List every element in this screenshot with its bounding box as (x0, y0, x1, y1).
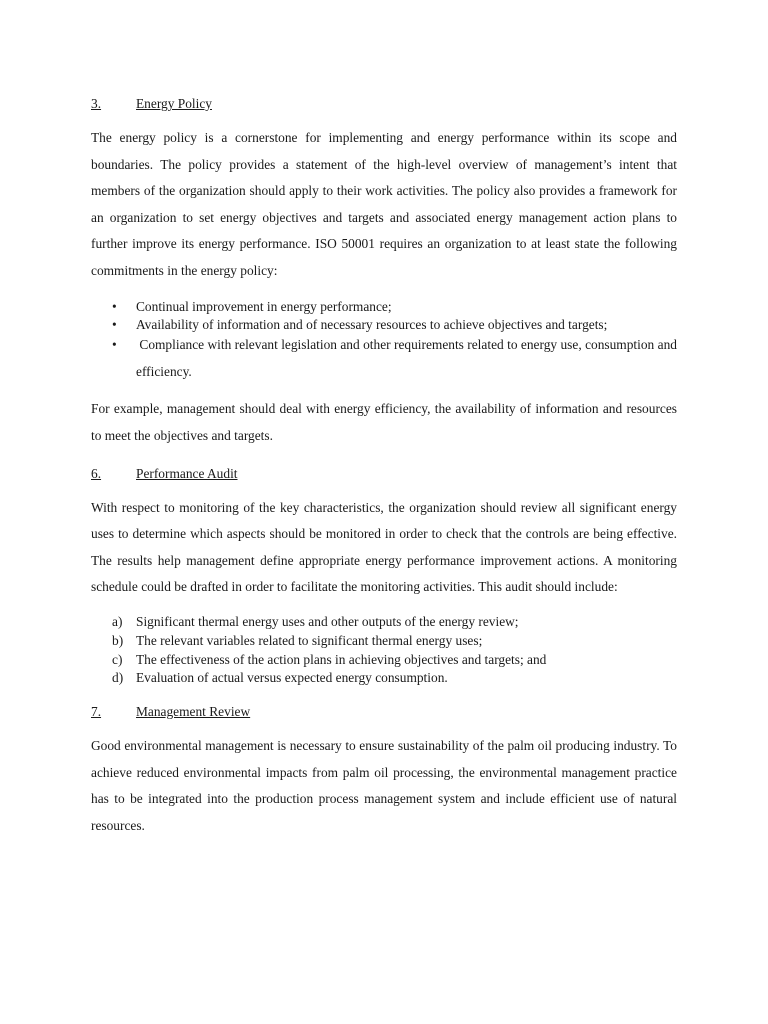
list-item (91, 651, 677, 670)
commitments-list (91, 298, 681, 386)
section-number: 7. (91, 704, 102, 720)
section-heading-performance-audit (91, 464, 677, 484)
bullet-icon: • (112, 317, 117, 333)
bullet-icon: • (112, 298, 117, 314)
list-item-text: Continual improvement in energy performance; (136, 298, 392, 314)
section-heading-energy-policy (91, 94, 677, 114)
list-item-label: b) (112, 632, 124, 648)
section-title: Energy Policy (136, 96, 212, 111)
section-number: 6. (91, 465, 102, 481)
list-item-label: a) (112, 613, 123, 629)
management-review-body: Good environmental management is necessary to ensure sustainability of the palm oil producing industry. To achieve reduced environmental impacts from palm oil processing, the environmental management practice has to be integrated into the production process management system and include efficient use of natural resources. (91, 738, 677, 833)
section-number: 3. (91, 96, 102, 111)
performance-audit-intro: With respect to monitoring of the key characteristics, the organization should review all significant energy uses to determine which aspects should be monitored in order to check that the controls are being effective. The results help management define appropriate energy performance improvement actions. A monitoring schedule could be drafted in order to facilitate the monitoring activities. This audit should include: (91, 499, 677, 595)
section-heading-management-review (91, 702, 677, 722)
energy-policy-example: For example, management should deal with energy efficiency, the availability of information and resources to meet the objectives and targets. (91, 401, 677, 443)
list-item-text: Compliance with relevant legislation and other requirements related to energy use, consumption and efficiency. (136, 337, 681, 379)
list-item-text: Availability of information and of necessary resources to achieve objectives and targets; (136, 317, 608, 333)
section-title: Management Review (136, 704, 251, 720)
list-item-text: The effectiveness of the action plans in achieving objectives and targets; and (136, 651, 547, 667)
section-title: Performance Audit (136, 465, 238, 481)
bullet-icon: • (112, 337, 117, 353)
list-item (91, 332, 681, 385)
document-page (91, 94, 681, 839)
list-item-text: Evaluation of actual versus expected energy consumption. (136, 670, 448, 686)
energy-policy-intro: The energy policy is a cornerstone for implementing and energy performance within its scope and boundaries. The policy provides a statement of the high-level overview of management’s intent that members of the organization should apply to their work activities. The policy also provides a framework for an organization to set energy objectives and targets and associated energy management action plans to further improve its energy performance. ISO 50001 requires an organization to at least state the following commitments in the energy policy: (91, 130, 677, 278)
audit-items-list (91, 613, 677, 688)
list-item (91, 669, 677, 688)
list-item-label: d) (112, 670, 124, 686)
list-item (91, 298, 677, 317)
list-item-text: The relevant variables related to significant thermal energy uses; (136, 632, 483, 648)
list-item (91, 613, 677, 632)
list-item-label: c) (112, 651, 123, 667)
list-item (91, 632, 677, 651)
list-item-text: Significant thermal energy uses and other outputs of the energy review; (136, 613, 519, 629)
